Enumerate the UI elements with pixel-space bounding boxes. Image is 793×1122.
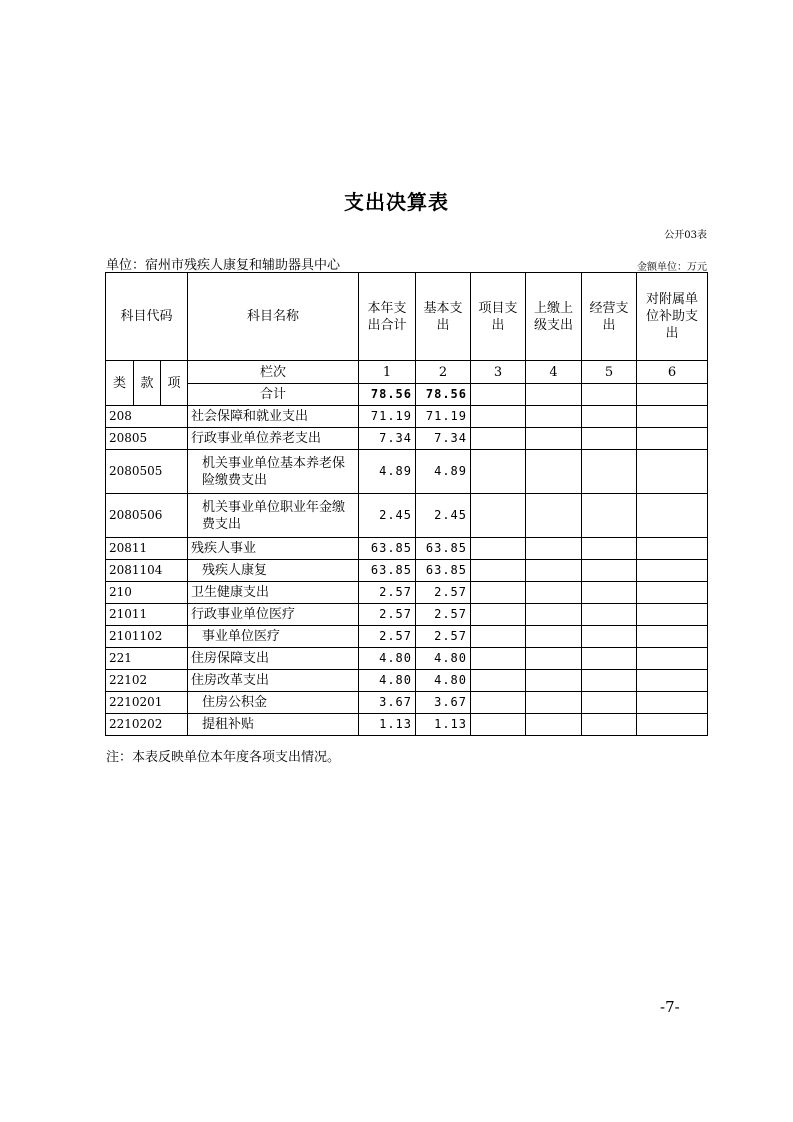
table-row: 20805 行政事业单位养老支出 7.34 7.34 (106, 428, 708, 450)
header-operating: 经营支出 (582, 273, 637, 361)
page-number: -7- (660, 998, 680, 1016)
table-row: 2210202 提租补贴 1.13 1.13 (106, 714, 708, 736)
header-basic: 基本支出 (416, 273, 471, 361)
sum-label: 合计 (188, 384, 359, 406)
table-row: 20811 残疾人事业 63.85 63.85 (106, 538, 708, 560)
col-index-3: 3 (471, 361, 526, 384)
header-upper: 上缴上级支出 (526, 273, 582, 361)
col-index-5: 5 (582, 361, 637, 384)
table-row: 221 住房保障支出 4.80 4.80 (106, 648, 708, 670)
table-row: 22102 住房改革支出 4.80 4.80 (106, 670, 708, 692)
table-row: 2081104 残疾人康复 63.85 63.85 (106, 560, 708, 582)
sum-total: 78.56 (359, 384, 416, 406)
sum-row (106, 384, 708, 406)
col-index-2: 2 (416, 361, 471, 384)
expenditure-table (105, 272, 708, 736)
header-xiang: 项 (161, 361, 188, 406)
header-subsidy: 对附属单位补助支出 (637, 273, 708, 361)
table-row: 2210201 住房公积金 3.67 3.67 (106, 692, 708, 714)
amount-unit: 金额单位：万元 (637, 262, 707, 273)
unit-label: 单位：宿州市残疾人康复和辅助器具中心 (106, 258, 341, 273)
sum-basic: 78.56 (416, 384, 471, 406)
table-row: 21011 行政事业单位医疗 2.57 2.57 (106, 604, 708, 626)
header-subject-code: 科目代码 (106, 273, 188, 361)
column-index-row (106, 361, 708, 384)
page-title: 支出决算表 (344, 190, 449, 214)
col-index-6: 6 (637, 361, 708, 384)
form-code: 公开03表 (664, 230, 707, 241)
header-lanci: 栏次 (188, 361, 359, 384)
table-row: 210 卫生健康支出 2.57 2.57 (106, 582, 708, 604)
header-row (106, 273, 708, 361)
header-total: 本年支出合计 (359, 273, 416, 361)
table-note: 注：本表反映单位本年度各项支出情况。 (106, 750, 341, 765)
col-index-4: 4 (526, 361, 582, 384)
table-row: 208 社会保障和就业支出 71.19 71.19 (106, 406, 708, 428)
header-lei: 类 (106, 361, 134, 406)
table-row: 2080506 机关事业单位职业年金缴费支出 2.45 2.45 (106, 494, 708, 538)
header-project: 项目支出 (471, 273, 526, 361)
col-index-1: 1 (359, 361, 416, 384)
header-subject-name: 科目名称 (188, 273, 359, 361)
header-kuan: 款 (134, 361, 161, 406)
table-row: 2080505 机关事业单位基本养老保险缴费支出 4.89 4.89 (106, 450, 708, 494)
table-row: 2101102 事业单位医疗 2.57 2.57 (106, 626, 708, 648)
